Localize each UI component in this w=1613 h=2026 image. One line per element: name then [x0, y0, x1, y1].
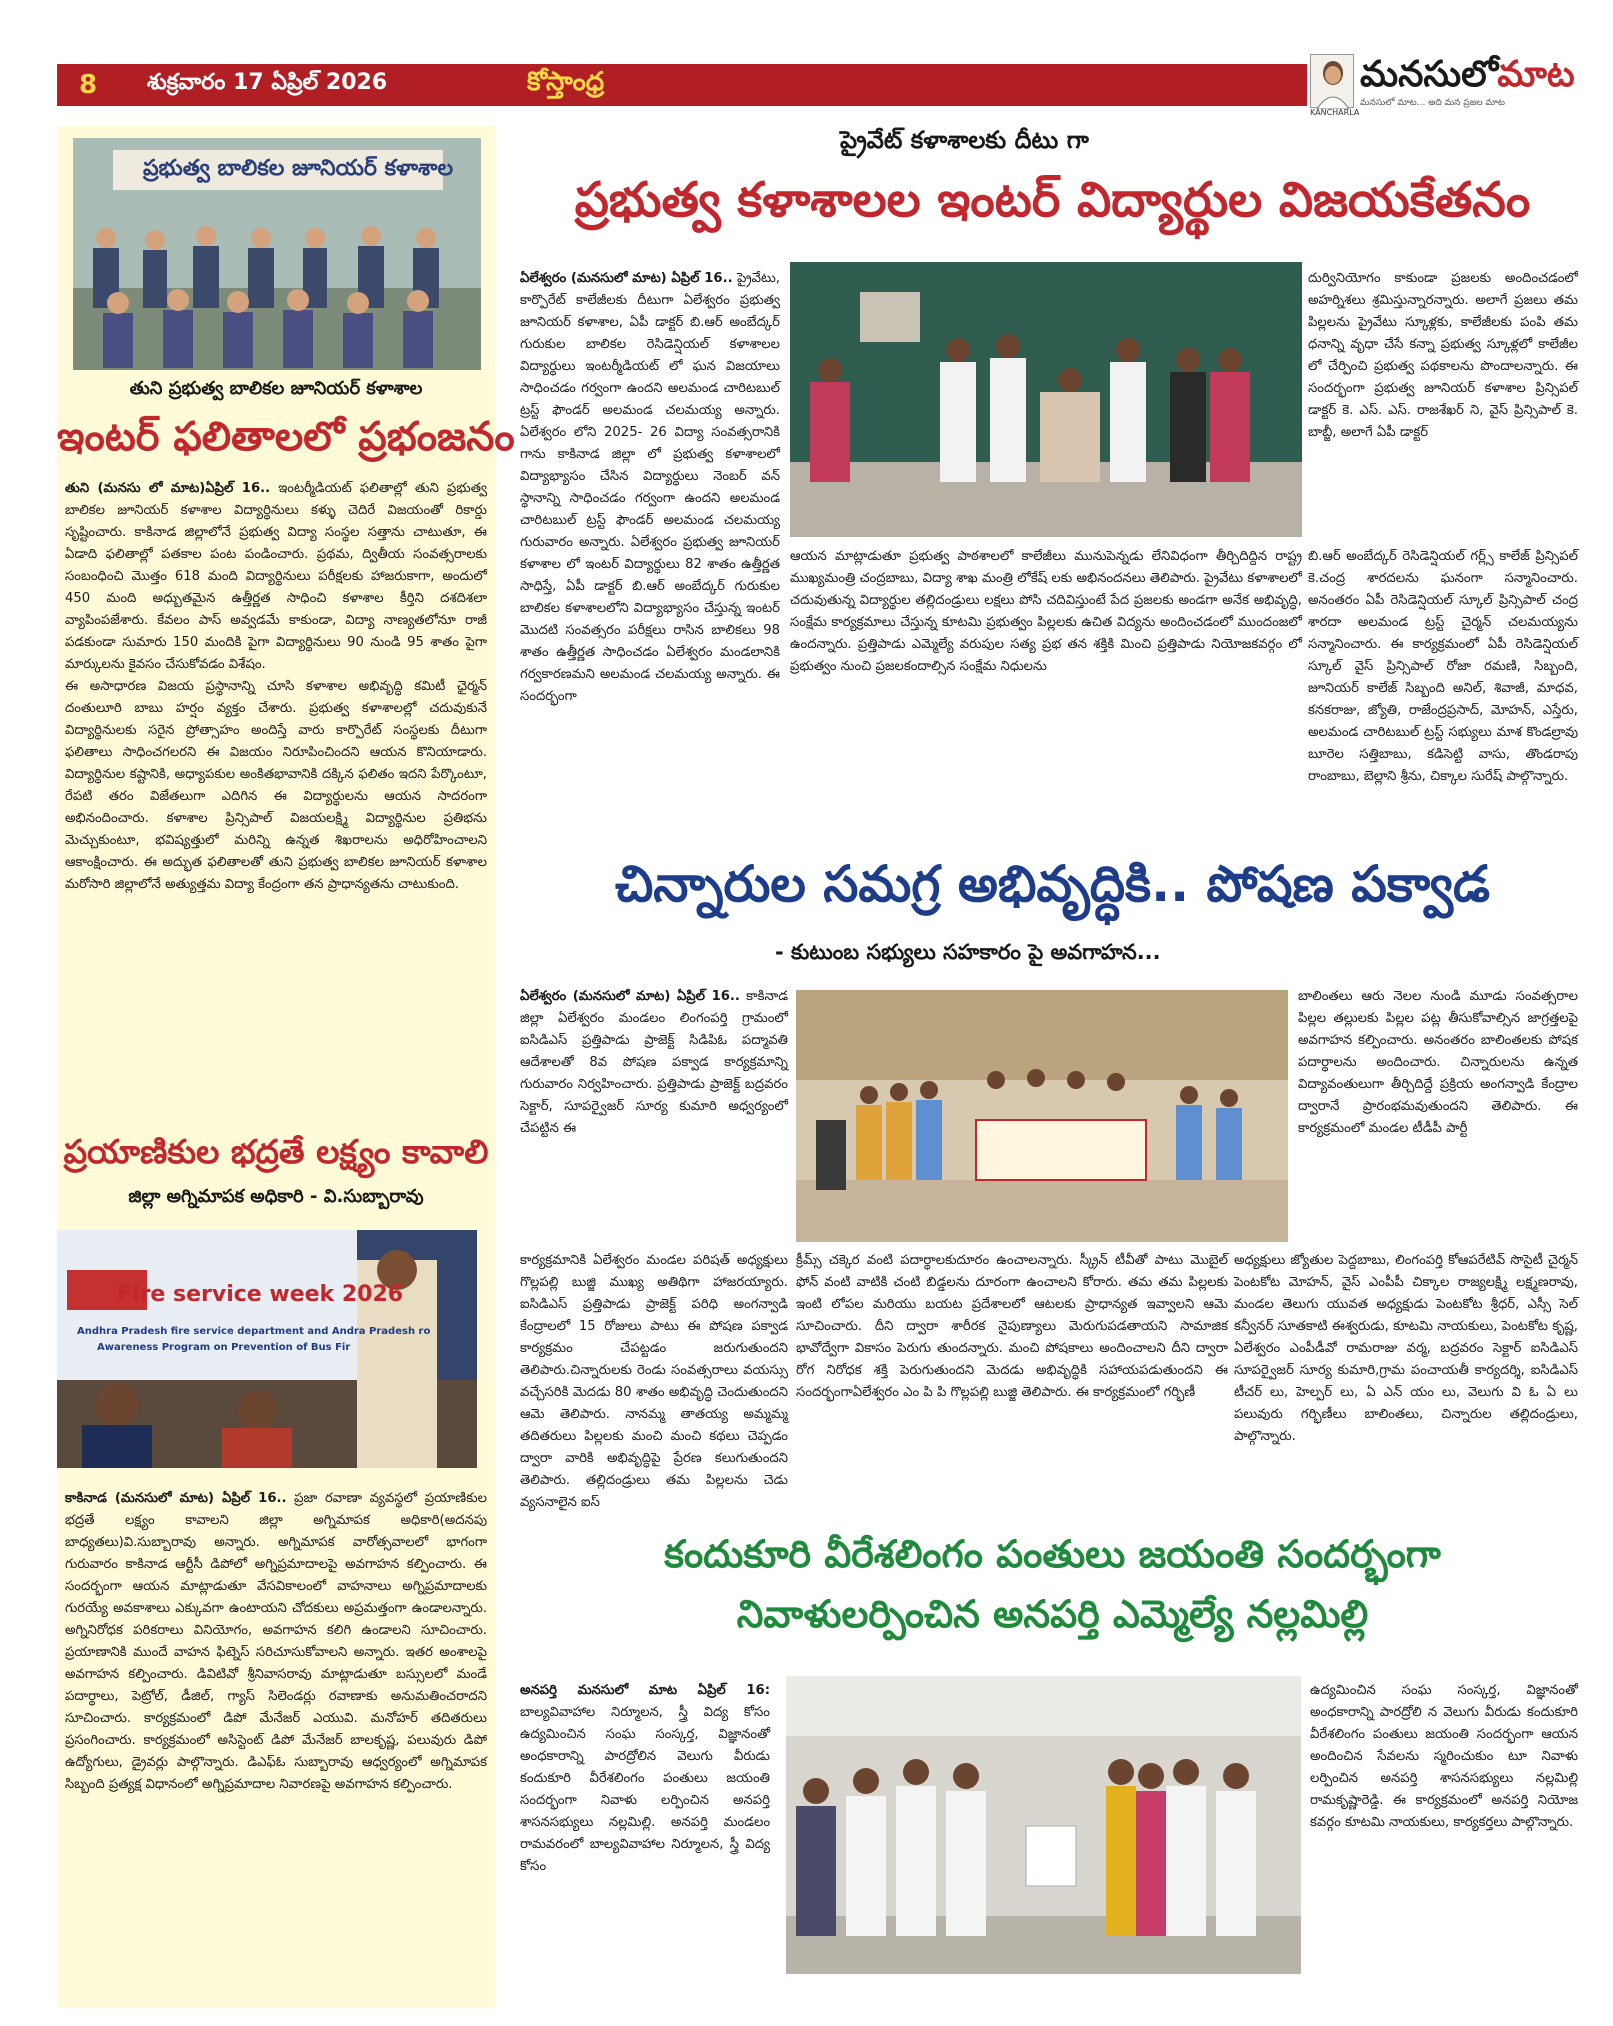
fire-service-week-photo [57, 1230, 477, 1468]
brand-title-prefix: మనసులో [1360, 54, 1498, 95]
story3-col3-bottom-text: బి.ఆర్ అంబేద్కర్ రెసిడెన్షియల్ గర్ల్స్ కాలేజ్ ప్రిన్సిపల్ కె.చంద్ర శారదలను ఘనంగా సన్మానించారు. అనంతరం ఏపీ రెసిడెన్షియల్ స్కూల్ ప్రిన్సిపాల్ చంద్ర శారదా అలమండ ట్రస్ట్ చైర్మన్ చలమయ్యను సన్మానించారు. ఈ కార్యక్రమంలో ఏపీ రెసిడెన్షియల్ స్కూల్ వైస్ ప్రిన్సిపాల్ రోజా రమణి, సిబ్బంది, జూనియర్ కాలేజ్ సిబ్బంది అనిల్, శివాజీ, మాధవ, కనకరాజు, జ్యోతి, రాజేంద్రప్రసాద్, మోహన్, ఎస్తేరు, అలమండ చారిటబుల్ ట్రస్ట్ సభ్యులు మాశ కొండల్రావు బూరెల సత్తిబాబు, కడిసెట్టి వాసు, తొండరాపు రాంబాబు, బెల్లాని శ్రీను, చిక్కాల సురేష్ పాల్గొన్నారు. [1308, 549, 1578, 784]
newspaper-brand [1310, 54, 1575, 117]
brand-title-suffix: మాట [1497, 54, 1575, 95]
story4-col2-text: క్రీమ్స్ చక్కెర వంటి పదార్థాలకుదూరం ఉంచాలన్నారు. స్క్రీన్ టీవీతో పాటు మొబైల్ ఫోన్ వంటి వాటికి చంటి బిడ్డలను దూరంగా ఉంచాలని కోరారు. తమ తమ పిల్లలకు ఇంటి లోపల మరియు బయట ప్రదేశాలలో ఆటలకు ప్రాధాన్యత ఇవ్వాలని ఆమె సూచించారు. దీని ద్వారా శారీరక నైపుణ్యాలు మెరుగుపడతాయని సామాజిక భావోద్వేగా వికాసం పెరుగు తుందన్నారు. మంచి పోషకాలు అందించాలని దీని ద్వారా రోగ నిరోధక శక్తి పెరుగుతుందని మెదడు అభివృద్ధికి సహాయపడుతుందని ఈ సందర్భంగాఏలేశ్వరం ఎం పి పి గొల్లపల్లి బుజ్జి తెలిపారు. ఈ కార్యక్రమంలో గర్భిణీ [796, 1253, 1228, 1400]
story1-paragraph-2: ఈ అసాధారణ విజయ ప్రస్థానాన్ని చూసి కళాశాల అభివృద్ధి కమిటీ ఛైర్మన్ దంతులూరి బాబు హర్షం వ్యక్తం చేశారు. ప్రభుత్వ కళాశాలల్లో చదువుకునే విద్యార్థినులకు సరైన ప్రోత్సాహం అందిస్తే వారు కార్పొరేట్ సంస్థలకు దీటుగా ఫలితాలు సాధించగలరని ఈ విజయం నిరూపించిందని ఆయన కొనియాడారు. విద్యార్థినుల కష్టానికి, అధ్యాపకుల అంకితభావానికి దక్కిన ఫలితం ఇదని పేర్కొంటూ, రేపటి తరం విజేతలుగా ఎదిగిన ఈ విద్యార్థులను ఆయన సాదరంగా అభినందించారు. కళాశాల ప్రిన్సిపాల్ విజయలక్ష్మి విద్యార్థినుల ప్రతిభను మెచ్చుకుంటూ, భవిష్యత్తులో మరిన్ని ఉన్నత శిఖరాలను అధిరోహించాలని ఆకాంక్షించారు. ఈ అద్భుత ఫలితాలతో తుని ప్రభుత్వ బాలికల జూనియర్ కళాశాల మరోసారి జిల్లాలోనే అత్యుత్తమ విద్యా కేంద్రంగా తన ప్రాధాన్యతను చాటుకుంది. [65, 679, 487, 892]
story4-headline: చిన్నారుల సమగ్ర అభివృద్ధికి.. పోషణ పక్వాడ [614, 855, 1491, 913]
college-students-photo [73, 138, 481, 370]
left-sidebar-column [57, 126, 515, 2008]
fire-banner-title: Fire service week 2026 [117, 1282, 404, 1307]
story1-kicker: తుని ప్రభుత్వ బాలికల జూనియర్ కళాశాల [129, 378, 423, 399]
fire-banner-line-2: Awareness Program on Prevention of Bus Fir [97, 1342, 351, 1353]
story2-paragraph: ప్రజా రవాణా వ్యవస్థలో ప్రయాణికుల భద్రతే లక్ష్యం కావాలని జిల్లా అగ్నిమాపక అధికారి(అదనపు బాధ్యతలు)వి.సుబ్బారావు అన్నారు. అగ్నిమాపక వారోత్సవాలలో భాగంగా గురువారం కాకినాడ ఆర్టీసీ డిపోలో అగ్నిప్రమాదాలపై అవగాహన కల్పించారు. ఈ సందర్భంగా ఆయన మాట్లాడుతూ వేసవికాలంలో వాహనాలు అగ్నిప్రమాదాలకు గురయ్యే అవకాశాలు ఎక్కువగా ఉంటాయని చోదకులు అప్రమత్తంగా ఉండాలన్నారు. అగ్నినిరోధక పరికరాలు వినియోగం, అవగాహన కలిగి ఉండాలని సూచించారు. ప్రయాణానికి ముందే వాహన ఫిట్నెస్ సరిచూసుకోవాలని అన్నారు. ఇతర అంశాలపై అవగాహన కల్పించారు. డివిటివో శ్రీనివాసరావు మాట్లాడుతూ బస్సులలో మండే పదార్థాలు, పెట్రోల్, డీజిల్, గ్యాస్ సిలెండర్లు రవాణాకు అనుమతించరాదని సూచించారు. కార్యక్రమంలో డిపో మేనేజర్ ఎయువి. మనోహర్ తదితరులు ప్రసంగించారు. కార్యక్రమంలో అసిస్టెంట్ డిపో మేనేజర్ బాలకృష్ణ, పలువురు డిపో ఉద్యోగులు, డ్రైవర్లు పాల్గొన్నారు. డిఎఫ్ఓ సుబ్బారావు ఆధ్వర్యంలో అగ్నిమాపక సిబ్బంది ప్రత్యక్ష విధానంలో అగ్నిప్రమాదాల నివారణపై అవగాహన కల్పించారు. [65, 1491, 487, 1792]
story4-column-1-bottom [520, 1250, 788, 1514]
story2-headline: ప్రయాణికుల భద్రతే లక్ష్యం కావాలి [63, 1132, 489, 1171]
photo-banner-text: ప్రభుత్వ బాలికల జూనియర్ కళాశాల [143, 156, 454, 181]
story2-byline: జిల్లా అగ్నిమాపక అధికారి - వి.సుబ్బారావు [128, 1186, 424, 1207]
story4-deck: - కుటుంబ సభ్యులు సహకారం పై అవగాహన... [775, 940, 1161, 964]
felicitation-photo [790, 262, 1302, 537]
story1-headline: ఇంటర్ ఫలితాలలో ప్రభంజనం [57, 414, 515, 460]
masthead-bar [57, 64, 1307, 106]
story4-col3-bottom-text: అధ్యక్షులు జ్యోతుల పెద్దబాబు, లింగంపర్తి కోఆపరేటివ్ సొసైటీ చైర్మన్ పెంటకోట మోహన్, వైస్ ఎంపీపీ చిక్కాల రాజ్యలక్ష్మి లక్ష్మణరావు, మండల తెలుగు యువత అధ్యక్షుడు పెంటకోట శ్రీధర్, ఎస్సీ సెల్ కన్వీనర్ సూతకాటి ఈశ్వరుడు, కూటమి నాయకులు, పెంటకోట కృష్ణ, ఏలేశ్వరం ఎంపీడీవో రామరాజు వర్మ, బద్రవరం సెక్టార్ ఐసిడిఎస్ సూపర్వైజర్ సూర్య కుమారి,గ్రామ పంచాయతీ కార్యదర్శి, ఐసిడిఎస్ టీచర్ లు, హెల్పర్ లు, ఏ ఎన్ యం లు, వెలుగు వి ఓ ఏ లు పలువురు గర్భిణీలు బాలింతలు, చిన్నారుల తల్లిదండ్రులు, పాల్గొన్నారు. [1234, 1253, 1578, 1444]
story4-col1-bottom-text: కార్యక్రమానికి ఏలేశ్వరం మండల పరిషత్ అధ్యక్షులు గొల్లపల్లి బుజ్జి ముఖ్య అతిథిగా హాజరయ్యారు. ఐసిడిఎస్ ప్రత్తిపాడు ప్రాజెక్ట్ పరిధి అంగన్వాడి కేంద్రాలలో 15 రోజులు పాటు ఈ పోషణ పక్వాడ కార్యక్రమం చేపట్టడం జరుగుతుందని తెలిపారు.చిన్నారులకు రెండు సంవత్సరాలు వయస్సు వచ్చేసరికి మెదడు 80 శాతం అభివృద్ధి చెందుతుందని ఆమె తెలిపారు. నానమ్మ తాతయ్య అమ్మమ్మ తదితరులు పిల్లలకు మంచి మంచి కథలు చెప్పడం ద్వారా వారికి అభివృద్ధిపై ప్రేరణ కలుగుతుందని తెలిపారు. తల్లిదండ్రులు తమ పిల్లలను చెడు వ్యసనాలైన ఐస్ [520, 1253, 788, 1510]
edition-region: కోస్తాంధ్ర [527, 67, 605, 97]
story5-column-1 [520, 1680, 770, 1878]
story4-column-3-top [1298, 986, 1578, 1140]
story2-body [65, 1488, 487, 1796]
story4-col3-top-text: బాలింతలు ఆరు నెలల నుండి మూడు సంవత్సరాల పిల్లల తల్లులకు పిల్లల పట్ల తీసుకోవాల్సిన జాగ్రత్తలపై అవగాహన కల్పించారు. అనంతరం బాలింతలకు పోషక పదార్థాలను అందించారు. చిన్నారులను ఉన్నత విద్యావంతులుగా తీర్చిదిద్దే ప్రక్రియ అంగన్వాడి కేంద్రాల ద్వారానే ప్రారంభమవుతుందని తెలిపారు. ఈ కార్యక్రమంలో మండల టీడీపీ పార్టీ [1298, 989, 1578, 1136]
story5-headline-line-1: కందుకూరి వీరేశలింగం పంతులు జయంతి సందర్భంగా [664, 1532, 1441, 1576]
story2-dateline: కాకినాడ (మనసులో మాట) ఏప్రిల్ 16.. [65, 1491, 287, 1506]
founder-portrait-icon [1310, 54, 1354, 108]
story4-col1-top-text: కాకినాడ జిల్లా ఏలేశ్వరం మండలం లింగంపర్తి గ్రామంలో ఐసిడిఎస్ ప్రత్తిపాడు ప్రాజెక్ట్ సిడిపిఓ పద్మావతి ఆదేశాలతో 8వ పోషణ పక్వాడ కార్యక్రమాన్ని గురువారం నిర్వహించారు. ప్రత్తిపాడు ప్రాజెక్ట్ బద్రవరం సెక్టార్, సూపర్వైజర్ సూర్య కుమారి అధ్వర్యంలో చేపట్టిన ఈ [520, 989, 788, 1136]
story3-dateline: ఏలేశ్వరం (మనసులో మాట) ఏప్రిల్ 16.. [520, 271, 733, 286]
story1-dateline: తుని (మనసు లో మాట)ఏప్రిల్ 16.. [65, 481, 271, 496]
veeresalingam-tribute-photo [786, 1676, 1301, 1974]
brand-title [1360, 54, 1575, 104]
story3-kicker: ప్రైవేట్ కళాశాలకు దీటు గా [840, 126, 1089, 154]
story1-paragraph-1: ఇంటర్మీడియట్ ఫలితాల్లో తుని ప్రభుత్వ బాలికల జూనియర్ కళాశాల విద్యార్థినులు కళ్ళు చెదిరే విజయంతో రికార్డు సృష్టించారు. కాకినాడ జిల్లాలోనే ప్రభుత్వ విద్యా సంస్థల సత్తాను చాటుతూ, ఈ ఏడాది ఫలితాల్లో పతకాల పంట పండించారు. ప్రథమ, ద్వితీయ సంవత్సరాలకు సంబంధించి మొత్తం 618 మంది విద్యార్థినులు పరీక్షలకు హాజరుకాగా, అందులో 450 మంది అధ్బుతమైన ఉత్తీర్ణత సాధించి కళాశాల కీర్తిని దశదిశలా వ్యాపింపజేశారు. కేవలం పాస్ అవ్వడమే కాకుండా, విద్యా నాణ్యతలోనూ రాజీ పడకుండా సుమారు 150 మందికి పైగా విద్యార్థినులు 90 నుండి 95 శాతం పైగా మార్కులను కైవసం చేసుకోవడం విశేషం. [65, 481, 487, 672]
story4-column-1-top [520, 986, 788, 1140]
story4-column-2 [796, 1250, 1228, 1404]
story4-dateline: ఏలేశ్వరం (మనసులో మాట) ఏప్రిల్ 16.. [520, 989, 740, 1004]
story3-col2-text: ఆయన మాట్లాడుతూ ప్రభుత్వ పాఠశాలలో కాలేజీలు మునుపెన్నడు లేనివిధంగా తీర్చిదిద్దిన రాష్ట్ర ముఖ్యమంత్రి చంద్రబాబు, విద్యా శాఖ మంత్రి లోకేష్ లకు అభినందనలు తెలిపారు. ప్రైవేటు కళాశాలలో చదువుతున్న విద్యార్థుల తల్లిదండ్రులు లక్షలు పోసి చదివిస్తుంటే పేద ప్రజలకు అండగా అనేక అభివృద్ధి, సంక్షేమ కార్యక్రమాలు చేస్తున్న కూటమి ప్రభుత్వం పిల్లలకు ఉచిత విద్యను అందించడంలో ముందంజలో ఉందన్నారు. ప్రత్తిపాడు ఎమ్మెల్యే వరుపుల సత్య ప్రభ తన శక్తికి మించి ప్రత్తిపాడు నియోజకవర్గం లో ప్రభుత్వం నుంచి ప్రజలకందాల్సిన సంక్షేమ నిధులను [790, 549, 1302, 674]
story5-col1-text: బాల్యవివాహాల నిర్మూలన, స్త్రీ విద్య కోసం ఉద్యమించిన సంఘ సంస్కర్త, విజ్ఞానంతో అంధకారాన్ని పారద్రోలిన వెలుగు వీరుడు కందుకూరి వీరేశలింగం పంతులు జయంతి సందర్భంగా నివాళు లర్పించిన అనపర్తి శాసనసభ్యులు నల్లమిల్లి. అనపర్తి మండలం రామవరంలో బాల్యవివాహాల నిర్మూలన, స్త్రీ విద్య కోసం [520, 1705, 770, 1874]
poshan-pakhwada-photo [796, 990, 1288, 1242]
brand-tagline: మనసులో మాట... అది మన ప్రజల మాట [1360, 98, 1505, 108]
story3-headline: ప్రభుత్వ కళాశాలల ఇంటర్ విద్యార్థుల విజయకేతనం [574, 172, 1531, 228]
page-number: 8 [79, 70, 98, 100]
portrait-caption: KANCHARLA [1310, 108, 1360, 117]
story1-body [65, 478, 487, 896]
story3-column-1 [520, 268, 780, 708]
story5-col2-text: ఉద్యమించిన సంఘ సంస్కర్త, విజ్ఞానంతో అంధకారాన్ని పారద్రోలి న వెలుగు వీరుడు కందుకూరి వీరేశలింగం పంతులు జయంతి సందర్భంగా ఆయన అందించిన సేవలను స్మరించుకుం టూ నివాళు లర్పించిన అనపర్తి శాసనసభ్యులు నల్లమిల్లి రామకృష్ణారెడ్డి. ఈ కార్యక్రమంలో అనపర్తి నియోజ కవర్గం కూటమి నాయకులు, కార్యకర్తలు పాల్గొన్నారు. [1310, 1683, 1578, 1830]
story5-dateline: అనపర్తి మనసులో మాట ఏప్రిల్ 16: [520, 1683, 770, 1698]
issue-date: శుక్రవారం 17 ఏప్రిల్ 2026 [147, 70, 388, 95]
story3-column-2 [790, 546, 1302, 678]
story5-headline-line-2: నివాళులర్పించిన అనపర్తి ఎమ్మెల్యే నల్లమిల్లి [736, 1592, 1369, 1636]
story4-column-3-bottom [1234, 1250, 1578, 1448]
story3-col3-top-text: దుర్వినియోగం కాకుండా ప్రజలకు అందించడంలో అహర్నిశలు శ్రమిస్తున్నారన్నారు. అలాగే ప్రజలు తమ పిల్లలను ప్రైవేటు స్కూళ్లకు, కాలేజీలకు పంపి తమ ధనాన్ని వృధా చేసే కన్నా ప్రభుత్వ స్కూళ్లలో కాలేజీల లో చేర్పించి ప్రభుత్వ పథకాలను పొందాలన్నారు. ఈ సందర్భంగా ప్రభుత్వ జూనియర్ కళాశాల ప్రిన్సిపల్ డాక్టర్ కె. ఎస్. ఎస్. రాజశేఖర్ ని, వైస్ ప్రిన్సిపాల్ కె. బాబ్జీ, అలాగే ఏపీ డాక్టర్ [1308, 271, 1578, 440]
story3-column-3-bottom [1308, 546, 1578, 788]
story3-col1-text: ప్రైవేటు, కార్పొరేట్ కాలేజీలకు దీటుగా ఏలేశ్వరం ప్రభుత్వ జూనియర్ కళాశాల, ఏపీ డాక్టర్ బి.ఆర్ అంబేద్కర్ గురుకుల బాలికల రెసిడెన్షియల్ కళాశాలల విద్యార్థులు ఇంటర్మీడియట్ లో ఘన విజయాలు సాధించడం గర్వంగా ఉందని అలమండ చారిటబుల్ ట్రస్ట్ ఫౌండర్ అలమండ చలమయ్య అన్నారు. ఏలేశ్వరం లోని 2025- 26 విద్యా సంవత్సరానికి గాను కాకినాడ జిల్లా లో ప్రభుత్వ కళాశాలలో విద్యాభ్యాసం చేసిన విద్యార్థులు నెంబర్ వన్ స్థానాన్ని సాధించడం గర్వంగా ఉందని అలమండ చారిటబుల్ ట్రస్ట్ ఫౌండర్ అలమండ చలమయ్య గురువారం అన్నారు. ఏలేశ్వరం ప్రభుత్వ జూనియర్ కళాశాల లో ఇంటర్ విద్యార్థులు 82 శాతం ఉత్తీర్ణత సాధిస్తే, ఏపీ డాక్టర్ బి.ఆర్ అంబేద్కర్ గురుకుల బాలికల కళాశాలలోని విద్యాభ్యాసం చేస్తున్న ఇంటర్ మొదటి సంవత్సరం పరీక్షలు రాసిన బాలికలు 98 శాతం ఉత్తీర్ణత సాధించడం ఏలేశ్వరం మండలానికి గర్వకారణమని అలమండ చలమయ్య అన్నారు. ఈ సందర్భంగా [520, 271, 780, 704]
fire-banner-line-1: Andhra Pradesh fire service department and Andra Pradesh ro [77, 1326, 431, 1337]
story5-column-2 [1310, 1680, 1578, 1834]
story3-column-3-top [1308, 268, 1578, 444]
